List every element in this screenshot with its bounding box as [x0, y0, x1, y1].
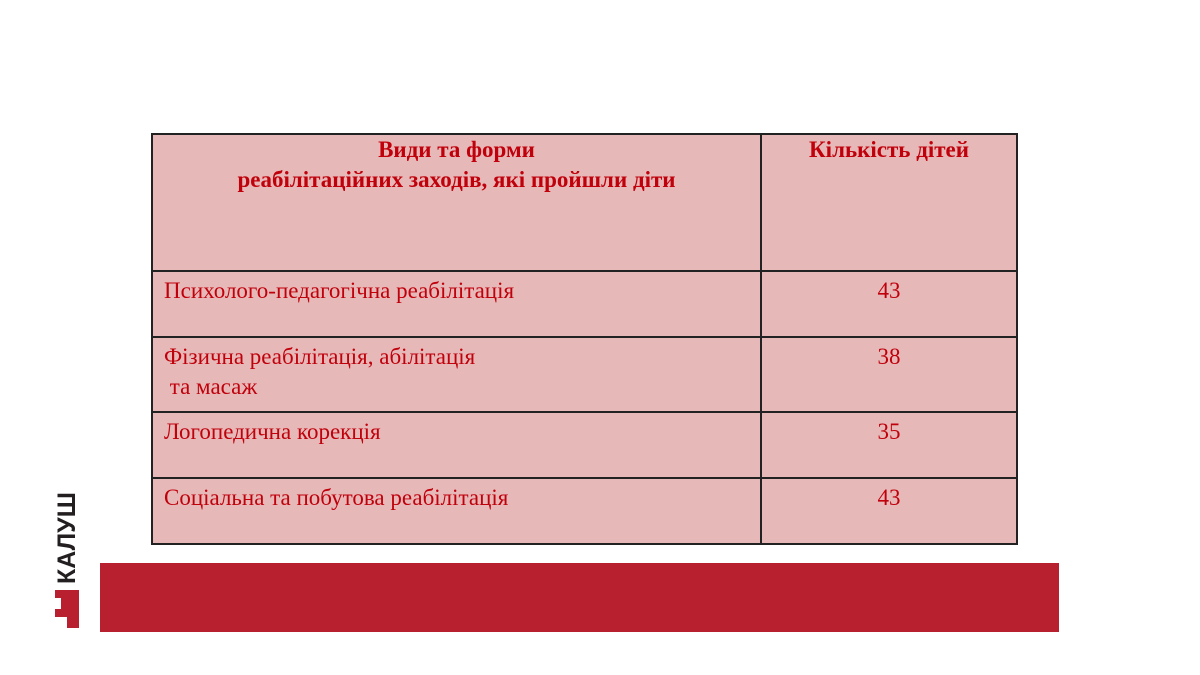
kalush-logo-mark-icon [55, 590, 79, 628]
rehab-type-text: Логопедична корекція [164, 419, 381, 444]
header-rehab-types [152, 134, 761, 271]
header-rehab-types-line: Види та форми [378, 137, 535, 162]
table-row [152, 412, 1017, 478]
table-row [152, 478, 1017, 544]
rehab-type-cell [152, 337, 761, 412]
table-header-row [152, 134, 1017, 271]
children-count-cell: 35 [761, 412, 1017, 478]
rehab-type-cell [152, 412, 761, 478]
logo-mark-lower-block [55, 609, 79, 617]
kalush-logo [52, 490, 82, 636]
table-row [152, 337, 1017, 412]
rehab-type-cell [152, 271, 761, 337]
rehab-type-text: та масаж [164, 374, 258, 399]
logo-mark-base-block [67, 617, 79, 628]
logo-mark-top-block [55, 590, 79, 598]
rehabilitation-table [151, 133, 1018, 545]
logo-mark-mid-block [61, 598, 79, 609]
children-count-cell: 43 [761, 271, 1017, 337]
table-row [152, 271, 1017, 337]
bottom-red-band [100, 563, 1059, 632]
logo-text: КАЛУШ [53, 492, 81, 584]
rehab-type-text: Фізична реабілітація, абілітація [164, 344, 476, 369]
header-children-count: Кількість дітей [761, 134, 1017, 271]
children-count-cell: 43 [761, 478, 1017, 544]
rehab-type-text: Психолого-педагогічна реабілітація [164, 278, 515, 303]
rehab-type-text: Соціальна та побутова реабілітація [164, 485, 509, 510]
header-rehab-types-line: реабілітаційних заходів, які пройшли діти [237, 167, 676, 192]
rehab-type-cell [152, 478, 761, 544]
children-count-cell: 38 [761, 337, 1017, 412]
